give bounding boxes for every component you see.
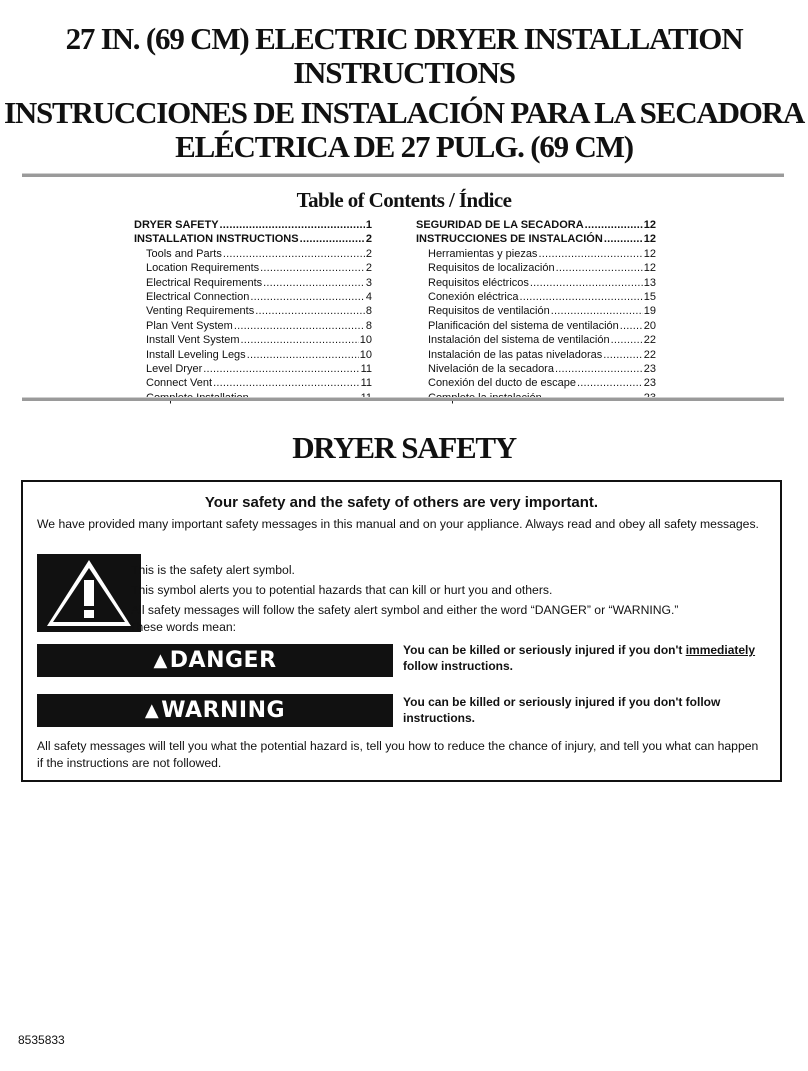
toc-entry-page: 2 — [365, 233, 372, 246]
toc-entry-page: 23 — [643, 363, 656, 376]
warning-description: You can be killed or seriously injured if you don't follow instructions. — [403, 695, 721, 725]
toc-entry — [134, 304, 372, 318]
warning-banner — [37, 694, 393, 727]
toc-entry — [134, 261, 372, 275]
toc-leader-dots — [250, 290, 365, 304]
alert-line-words-mean: These words mean: — [129, 620, 237, 634]
toc-entry — [416, 376, 656, 390]
toc-leader-dots — [556, 261, 643, 275]
toc-leader-dots — [241, 333, 359, 347]
toc-entry-label: Conexión eléctrica — [428, 291, 519, 304]
toc-entry-page: 11 — [360, 363, 372, 376]
toc-spanish-column — [416, 218, 656, 405]
danger-text-start: You can be killed or seriously injured if you don't — [403, 643, 686, 657]
toc-entry — [416, 319, 656, 333]
toc-entry-label: Electrical Requirements — [146, 276, 263, 289]
title-english-line-1: 27 IN. (69 CM) ELECTRIC DRYER INSTALLATION — [65, 21, 743, 56]
title-spanish-line-2: ELÉCTRICA DE 27 PULG. (69 CM) — [175, 129, 633, 164]
toc-leader-dots — [604, 232, 643, 246]
toc-entry-label: INSTALLATION INSTRUCTIONS — [134, 233, 299, 246]
toc-entry — [416, 304, 656, 318]
toc-entry — [134, 319, 372, 333]
toc-title: Table of Contents / Índice — [296, 188, 512, 212]
toc-entry-page: 20 — [643, 319, 656, 332]
toc-entry-label: Venting Requirements — [146, 305, 255, 318]
toc-entry — [134, 218, 372, 232]
alert-line-hazards: This symbol alerts you to potential hazards that can kill or hurt you and others. — [131, 583, 553, 597]
toc-entry-page: 1 — [365, 219, 372, 231]
toc-leader-dots — [577, 376, 643, 390]
toc-entry-label: Install Leveling Legs — [146, 348, 246, 361]
safety-alert-symbol-icon — [37, 554, 141, 632]
toc-leader-dots — [263, 276, 365, 290]
toc-entry-label: DRYER SAFETY — [134, 219, 219, 231]
danger-label: DANGER — [169, 648, 277, 673]
toc-entry-page: 10 — [359, 334, 372, 347]
toc-entry-label: Connect Vent — [146, 377, 213, 390]
toc-entry-label: Conexión del ducto de escape — [428, 377, 576, 390]
toc-entry-label: Plan Vent System — [146, 319, 233, 332]
title-english-line-2: INSTRUCTIONS — [293, 55, 515, 90]
toc-leader-dots — [213, 376, 360, 390]
toc-leader-dots — [220, 218, 365, 232]
toc-entry-label: Requisitos de localización — [428, 262, 555, 275]
toc-leader-dots — [620, 319, 643, 333]
toc-entry — [416, 261, 656, 275]
toc-entry-page: 11 — [360, 377, 372, 390]
safety-intro: We have provided many important safety messages in this manual and on your appliance. Always read and obey all safety messages. — [37, 517, 759, 531]
toc-leader-dots — [234, 319, 365, 333]
toc-entry-page: 2 — [365, 247, 372, 260]
warning-alert-icon: ▲ — [144, 700, 160, 721]
toc-entry-label: Instalación del sistema de ventilación — [428, 334, 610, 347]
alert-line-follow: All safety messages will follow the safety alert symbol and either the word “DANGER” or “WARNING.” — [131, 603, 679, 617]
toc-entry-label: SEGURIDAD DE LA SECADORA — [416, 219, 584, 231]
safety-box — [21, 480, 782, 782]
toc-entry-page: 12 — [643, 219, 656, 231]
toc-entry — [416, 333, 656, 347]
section-title-dryer-safety: DRYER SAFETY — [292, 430, 516, 465]
toc-leader-dots — [260, 261, 365, 275]
danger-banner — [37, 644, 393, 677]
toc-entry-label: Tools and Parts — [146, 247, 222, 260]
toc-entry — [134, 348, 372, 362]
toc-entry — [416, 218, 656, 232]
toc-entry-label: Install Vent System — [146, 334, 240, 347]
toc-entry — [134, 290, 372, 304]
toc-leader-dots — [603, 348, 642, 362]
toc-entry-label: Nivelación de la secadora — [428, 363, 554, 376]
toc-entry-page: 2 — [365, 262, 372, 275]
toc-entry — [416, 247, 656, 261]
toc-entry — [134, 247, 372, 261]
danger-text-end: follow instructions. — [403, 659, 513, 673]
toc-entry-label: Requisitos de ventilación — [428, 305, 550, 318]
toc-entry-label: Electrical Connection — [146, 291, 250, 304]
toc-entry-page: 8 — [365, 305, 372, 318]
document-number: 8535833 — [18, 1033, 65, 1047]
toc-entry-page: 8 — [365, 319, 372, 332]
toc-entry-page: 13 — [643, 276, 656, 289]
safety-heading: Your safety and the safety of others are very important. — [204, 494, 599, 511]
toc-leader-dots — [300, 232, 365, 246]
toc-entry — [134, 362, 372, 376]
safety-outro: All safety messages will tell you what the potential hazard is, tell you how to reduce the chance of injury, and tell you what can happen if the instructions are not followed. — [37, 739, 759, 770]
toc-entry — [134, 333, 372, 347]
danger-text-emphasis: immediately — [685, 643, 756, 657]
toc-leader-dots — [611, 333, 643, 347]
toc-entry-page: 23 — [643, 377, 656, 390]
toc-leader-dots — [538, 247, 642, 261]
alert-line-symbol: This is the safety alert symbol. — [131, 563, 295, 577]
toc-entry-page: 12 — [643, 233, 656, 246]
toc-entry-page: 22 — [643, 334, 656, 347]
danger-alert-icon: ▲ — [153, 650, 168, 671]
toc-entry-page: 19 — [643, 305, 656, 318]
toc-english-column — [134, 218, 372, 405]
toc-leader-dots — [551, 304, 643, 318]
toc-entry-page: 15 — [643, 291, 656, 304]
toc-entry — [416, 348, 656, 362]
toc-entry — [416, 276, 656, 290]
toc-entry-label: Instalación de las patas niveladoras — [428, 348, 603, 361]
toc-leader-dots — [255, 304, 365, 318]
toc-entry-page: 12 — [643, 247, 656, 260]
toc-entry-label: Level Dryer — [146, 363, 203, 376]
toc-entry — [134, 232, 372, 246]
toc-entry-page: 10 — [359, 348, 372, 361]
toc-entry — [416, 290, 656, 304]
toc-entry — [416, 232, 656, 246]
toc-leader-dots — [585, 218, 643, 232]
toc-entry-page: 3 — [365, 276, 372, 289]
toc-leader-dots — [520, 290, 643, 304]
toc-leader-dots — [223, 247, 365, 261]
toc-leader-dots — [530, 276, 643, 290]
toc-entry-page: 12 — [643, 262, 656, 275]
divider-middle — [22, 397, 784, 401]
safety-alert-explanation — [131, 560, 771, 637]
toc-entry — [134, 276, 372, 290]
toc-entry-label: Location Requirements — [146, 262, 260, 275]
danger-description — [403, 642, 775, 674]
toc-entry — [416, 362, 656, 376]
warning-label: WARNING — [161, 698, 286, 723]
divider-top — [22, 173, 784, 177]
toc-leader-dots — [555, 362, 643, 376]
toc-entry-label: Herramientas y piezas — [428, 247, 538, 260]
toc-leader-dots — [247, 348, 359, 362]
title-spanish-line-1: INSTRUCCIONES DE INSTALACIÓN PARA LA SECADORA — [3, 95, 805, 130]
toc-entry-page: 4 — [365, 291, 372, 304]
toc-entry-label: INSTRUCCIONES DE INSTALACIÓN — [416, 233, 603, 246]
toc-leader-dots — [203, 362, 359, 376]
toc-entry-page: 22 — [643, 348, 656, 361]
toc-entry-label: Planificación del sistema de ventilación — [428, 319, 619, 332]
toc-entry-label: Requisitos eléctricos — [428, 276, 529, 289]
toc-entry — [134, 376, 372, 390]
